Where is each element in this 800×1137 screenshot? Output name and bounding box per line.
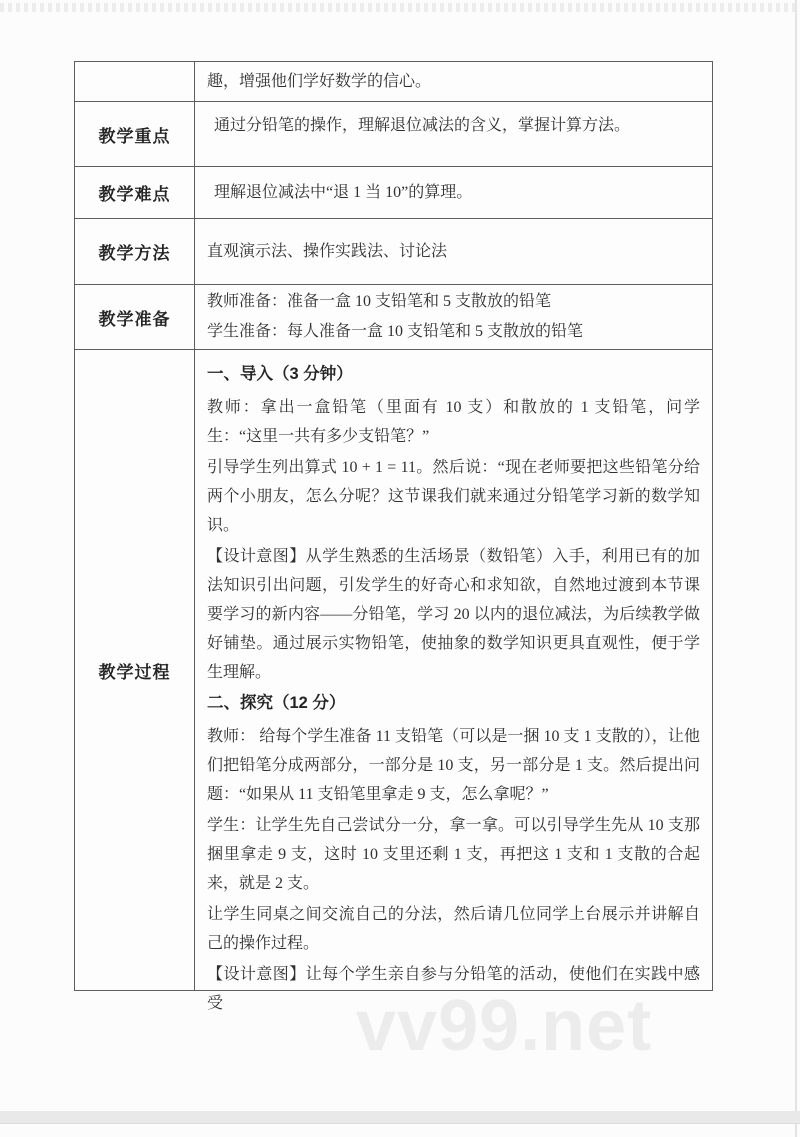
table-row-overflow: [75, 62, 712, 102]
row-label-key-points: 教学重点: [75, 102, 195, 166]
row-label-empty: [75, 62, 195, 101]
process-paragraph: 让学生同桌之间交流自己的分法，然后请几位同学上台展示并讲解自己的操作过程。: [207, 906, 700, 952]
row-label-process: 教学过程: [75, 350, 195, 990]
scan-noise-strip: [0, 3, 800, 12]
table-row-key-points: [75, 102, 712, 167]
table-row-preparation: [75, 285, 712, 350]
content-line: 理解退位减法中“退 1 当 10”的算理。: [214, 184, 473, 201]
content-line-student-prep: 学生准备：每人准备一盒 10 支铅笔和 5 支散放的铅笔: [207, 323, 584, 340]
lesson-plan-table: [74, 61, 713, 1012]
process-heading-intro: 一、导入（3 分钟）: [207, 365, 353, 383]
table-row-difficulties: [75, 167, 712, 219]
row-label-methods: 教学方法: [75, 219, 195, 284]
row-content-methods: [195, 219, 712, 284]
process-paragraph: 教师： 给每个学生准备 11 支铅笔（可以是一捆 10 支 1 支散的），让他们把铅笔分成两部分，一部分是 10 支，另一部分是 1 支。然后提出问题：“如果从 11 支铅笔里拿走 9 支，怎么拿呢？”: [207, 728, 700, 803]
content-line-teacher-prep: 教师准备：准备一盒 10 支铅笔和 5 支散放的铅笔: [207, 293, 552, 310]
process-paragraph: 教师：拿出一盒铅笔（里面有 10 支）和散放的 1 支铅笔，问学生：“这里一共有多少支铅笔？”: [207, 399, 700, 445]
site-watermark: vv99.net: [356, 986, 653, 1066]
process-paragraph-design-intent: 【设计意图】从学生熟悉的生活场景（数铅笔）入手，利用已有的加法知识引出问题，引发学生的好奇心和求知欲，自然地过渡到本节课要学习的新内容——分铅笔，学习 20 以内的退位减法，为后续教学做好铺垫。通过展示实物铅笔，使抽象的数学知识更具直观性，便于学生理解。: [207, 548, 700, 681]
row-label-difficulties: 教学难点: [75, 167, 195, 218]
row-content-overflow: [195, 62, 712, 101]
page-break-strip: [0, 1111, 800, 1124]
row-label-preparation: 教学准备: [75, 285, 195, 349]
row-content-key-points: 通过分铅笔的操作，理解退位减法的含义，掌握计算方法。: [214, 117, 631, 134]
process-heading-explore: 二、探究（12 分）: [207, 694, 346, 712]
row-content-preparation: [195, 285, 712, 349]
process-paragraph: 学生：让学生先自己尝试分一分，拿一拿。可以引导学生先从 10 支那捆里拿走 9 支，这时 10 支里还剩 1 支，再把这 1 支和 1 支散的合起来，就是 2 支。: [207, 817, 700, 892]
table-row-process: [75, 350, 712, 1012]
table-row-methods: [75, 219, 712, 285]
process-paragraph-design-intent: 【设计意图】让每个学生亲自参与分铅笔的活动，使他们在实践中感受: [207, 966, 700, 1012]
process-paragraph: 引导学生列出算式 10 + 1 = 11。然后说：“现在老师要把这些铅笔分给两个小朋友，怎么分呢？这节课我们就来通过分铅笔学习新的数学知识。: [207, 459, 700, 534]
row-content-difficulties: [195, 167, 712, 218]
row-content-process: [195, 350, 712, 1012]
content-line: 趣，增强他们学好数学的信心。: [207, 73, 432, 90]
content-line: 直观演示法、操作实践法、讨论法: [207, 243, 448, 260]
page-edge-line: [795, 0, 797, 1137]
